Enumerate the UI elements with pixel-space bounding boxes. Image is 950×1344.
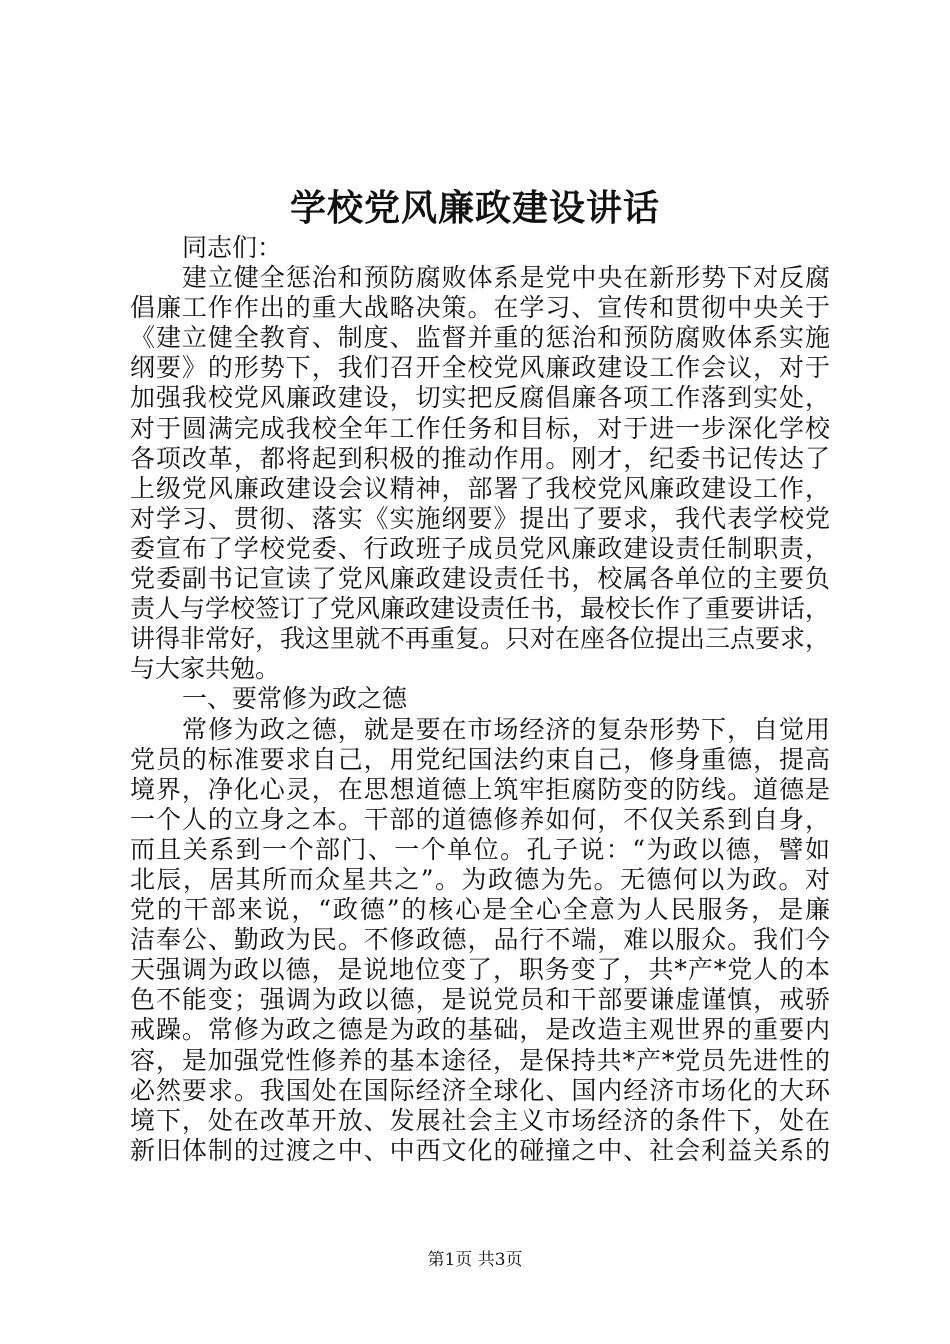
text-line: 北辰，居其所而众星共之”。为政德为先。无德何以为政。对	[130, 864, 830, 894]
text-line: 一个人的立身之本。干部的道德修养如何，不仅关系到自身，	[130, 804, 830, 834]
text-line: 责人与学校签订了党风廉政建设责任书，最校长作了重要讲话，	[130, 594, 830, 624]
text-line: 一、要常修为政之德	[182, 684, 408, 714]
text-line: 境下，处在改革开放、发展社会主义市场经济的条件下，处在	[130, 1105, 830, 1135]
text-line: 各项改革，都将起到积极的推动作用。刚才，纪委书记传达了	[130, 443, 830, 473]
text-line: 对于圆满完成我校全年工作任务和目标，对于进一步深化学校	[130, 413, 830, 443]
text-line: 建立健全惩治和预防腐败体系是党中央在新形势下对反腐	[182, 263, 830, 293]
text-line: 色不能变；强调为政以德，是说党员和干部要谦虚谨慎，戒骄	[130, 985, 830, 1015]
text-line: 与大家共勉。	[130, 654, 281, 684]
text-line: 戒躁。常修为政之德是为政的基础，是改造主观世界的重要内	[130, 1015, 830, 1045]
text-line: 《建立健全教育、制度、监督并重的惩治和预防腐败体系实施	[130, 323, 830, 353]
text-line: 新旧体制的过渡之中、中西文化的碰撞之中、社会利益关系的	[130, 1135, 830, 1165]
text-line: 境界，净化心灵，在思想道德上筑牢拒腐防变的防线。道德是	[130, 774, 830, 804]
document-title: 学校党风廉政建设讲话	[289, 188, 660, 229]
text-line: 天强调为政以德，是说地位变了，职务变了，共*产*党人的本	[130, 955, 830, 985]
text-line: 讲得非常好，我这里就不再重复。只对在座各位提出三点要求，	[130, 624, 830, 654]
document-body	[130, 233, 830, 1166]
text-line: 党的干部来说，“政德”的核心是全心全意为人民服务，是廉	[130, 895, 830, 925]
text-line: 纲要》的形势下，我们召开全校党风廉政建设工作会议，对于	[130, 353, 830, 383]
text-line: 加强我校党风廉政建设，切实把反腐倡廉各项工作落到实处，	[130, 383, 830, 413]
text-line: 必然要求。我国处在国际经济全球化、国内经济市场化的大环	[130, 1075, 830, 1105]
text-line: 党员的标准要求自己，用党纪国法约束自己，修身重德，提高	[130, 744, 830, 774]
text-line: 党委副书记宣读了党风廉政建设责任书，校属各单位的主要负	[130, 564, 830, 594]
text-line: 洁奉公、勤政为民。不修政德，品行不端，难以服众。我们今	[130, 925, 830, 955]
text-line: 同志们：	[182, 233, 283, 262]
text-line: 常修为政之德，就是要在市场经济的复杂形势下，自觉用	[182, 714, 830, 744]
text-line: 上级党风廉政建设会议精神，部署了我校党风廉政建设工作，	[130, 473, 830, 503]
text-line: 委宣布了学校党委、行政班子成员党风廉政建设责任制职责，	[130, 533, 830, 563]
text-line: 对学习、贯彻、落实《实施纲要》提出了要求，我代表学校党	[130, 503, 830, 533]
text-line: 倡廉工作作出的重大战略决策。在学习、宣传和贯彻中央关于	[130, 293, 830, 323]
page-footer: 第1页 共3页	[427, 1250, 523, 1270]
text-line: 容，是加强党性修养的基本途径，是保持共*产*党员先进性的	[130, 1045, 830, 1075]
text-line: 而且关系到一个部门、一个单位。孔子说：“为政以德，譬如	[130, 834, 830, 864]
